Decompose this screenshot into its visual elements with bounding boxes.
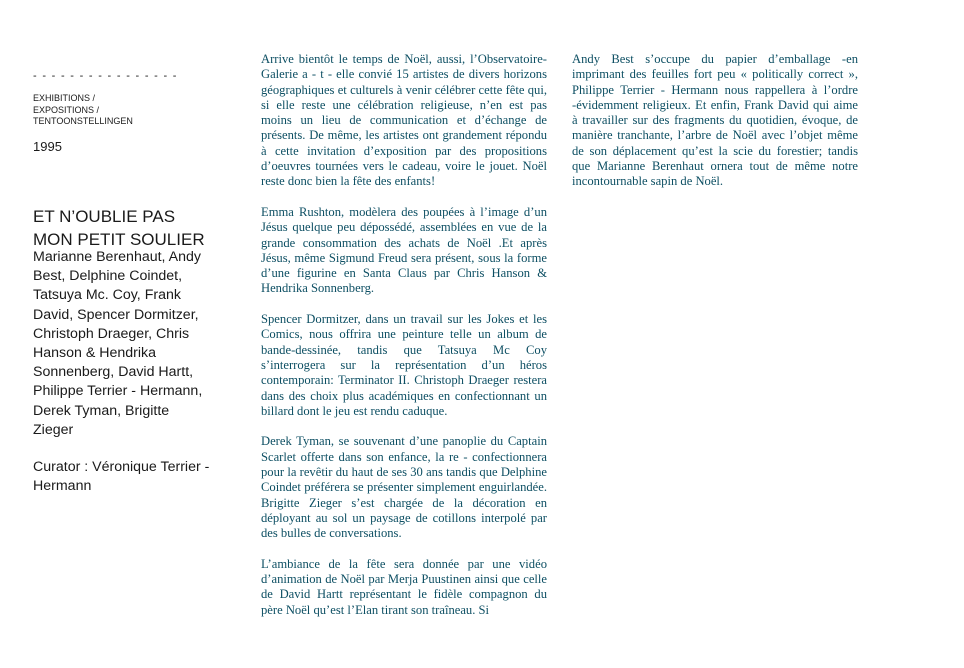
section-label-line: EXPOSITIONS / xyxy=(33,104,100,115)
article-paragraph: Arrive bientôt le temps de Noël, aussi, l’Observatoire-Galerie a - t - elle convié 15 artistes de divers horizons géographiques et culturels à venir célébrer cette fête qui, si elle reste une célébration religieuse, n’en est pas moins un lieu de communication et d’échange de présents. De même, les artistes ont grandement répondu à cette invitation d’exposition par des propositions d’oeuvres tournées vers le cadeau, voire le jouet. Noël reste donc bien la fête des enfants! xyxy=(261,52,547,189)
article-paragraph: Andy Best s’occupe du papier d’emballage -en imprimant des feuilles fort peu « politically correct », Philippe Terrier - Hermann nous rappellera à l’ordre -évidemment religieux. Et enfin, Frank David qui aime à travailler sur des fragments du quotidien, évoque, de manière tranchante, l’arbre de Noël avec l’objet même de son déplacement qu’est la scie du forestier; tandis que Marianne Berenhaut ornera tout de même notre incontournable sapin de Noël. xyxy=(572,52,858,189)
article-paragraph: Derek Tyman, se souvenant d’une panoplie du Captain Scarlet offerte dans son enfance, la re - confectionnera pour la revêtir du haut de ses 30 ans tandis que Delphine Coindet préférera se présenter simplement enguirlandée. Brigitte Zieger s’est chargée de la décoration en déployant au sol un paysage de cotillons interpolé par des bulles de conversations. xyxy=(261,434,547,541)
section-label-line: EXHIBITIONS / xyxy=(33,93,96,103)
exhibition-title-line: MON PETIT SOULIER xyxy=(33,230,205,249)
dashed-rule: - - - - - - - - - - - - - - - - xyxy=(33,70,178,82)
section-label-line: TENTOONSTELLINGEN xyxy=(33,116,133,126)
exhibition-title xyxy=(33,205,233,251)
article-paragraph: L’ambiance de la fête sera donnée par une vidéo d’animation de Noël par Merja Puustinen ainsi que celle de David Hartt représentant le fidèle compagnon du père Noël qu’est l’Elan tirant son traîneau. Si xyxy=(261,556,547,617)
article-paragraph: Emma Rushton, modèlera des poupées à l’image d’un Jésus quelque peu dépossédé, assemblées en vue de la grande consommation des achats de Noël .Et après Jésus, même Sigmund Freud sera présent, sous la forme d’une figurine en Santa Claus par Chris Hanson & Hendrika Sonnenberg. xyxy=(261,204,547,296)
exhibition-year: 1995 xyxy=(33,139,62,154)
article-column-2 xyxy=(572,52,858,205)
curator-credit: Curator : Véronique Terrier - Hermann xyxy=(33,459,210,495)
article-paragraph: Spencer Dormitzer, dans un travail sur les Jokes et les Comics, nous offrira une peinture telle un album de bande-dessinée, tandis que Tatsuya Mc Coy s’interrogera sur la représentation d’un héros contemporain: Terminator II. Christoph Draeger restera dans des choix plus académiques en confectionnant un billard dont le jeu est rendu caduque. xyxy=(261,312,547,418)
article-column-1 xyxy=(261,52,547,633)
exhibition-title-line: ET N’OUBLIE PAS xyxy=(33,207,176,226)
section-label xyxy=(33,93,133,128)
artist-list: Marianne Berenhaut, Andy Best, Delphine Coindet, Tatsuya Mc. Coy, Frank David, Spencer Dormitzer, Christoph Draeger, Chris Hanson & Hendrika Sonnenberg, David Hartt, Philippe Terrier - Hermann, Derek Tyman, Brigitte Zieger xyxy=(33,249,203,438)
